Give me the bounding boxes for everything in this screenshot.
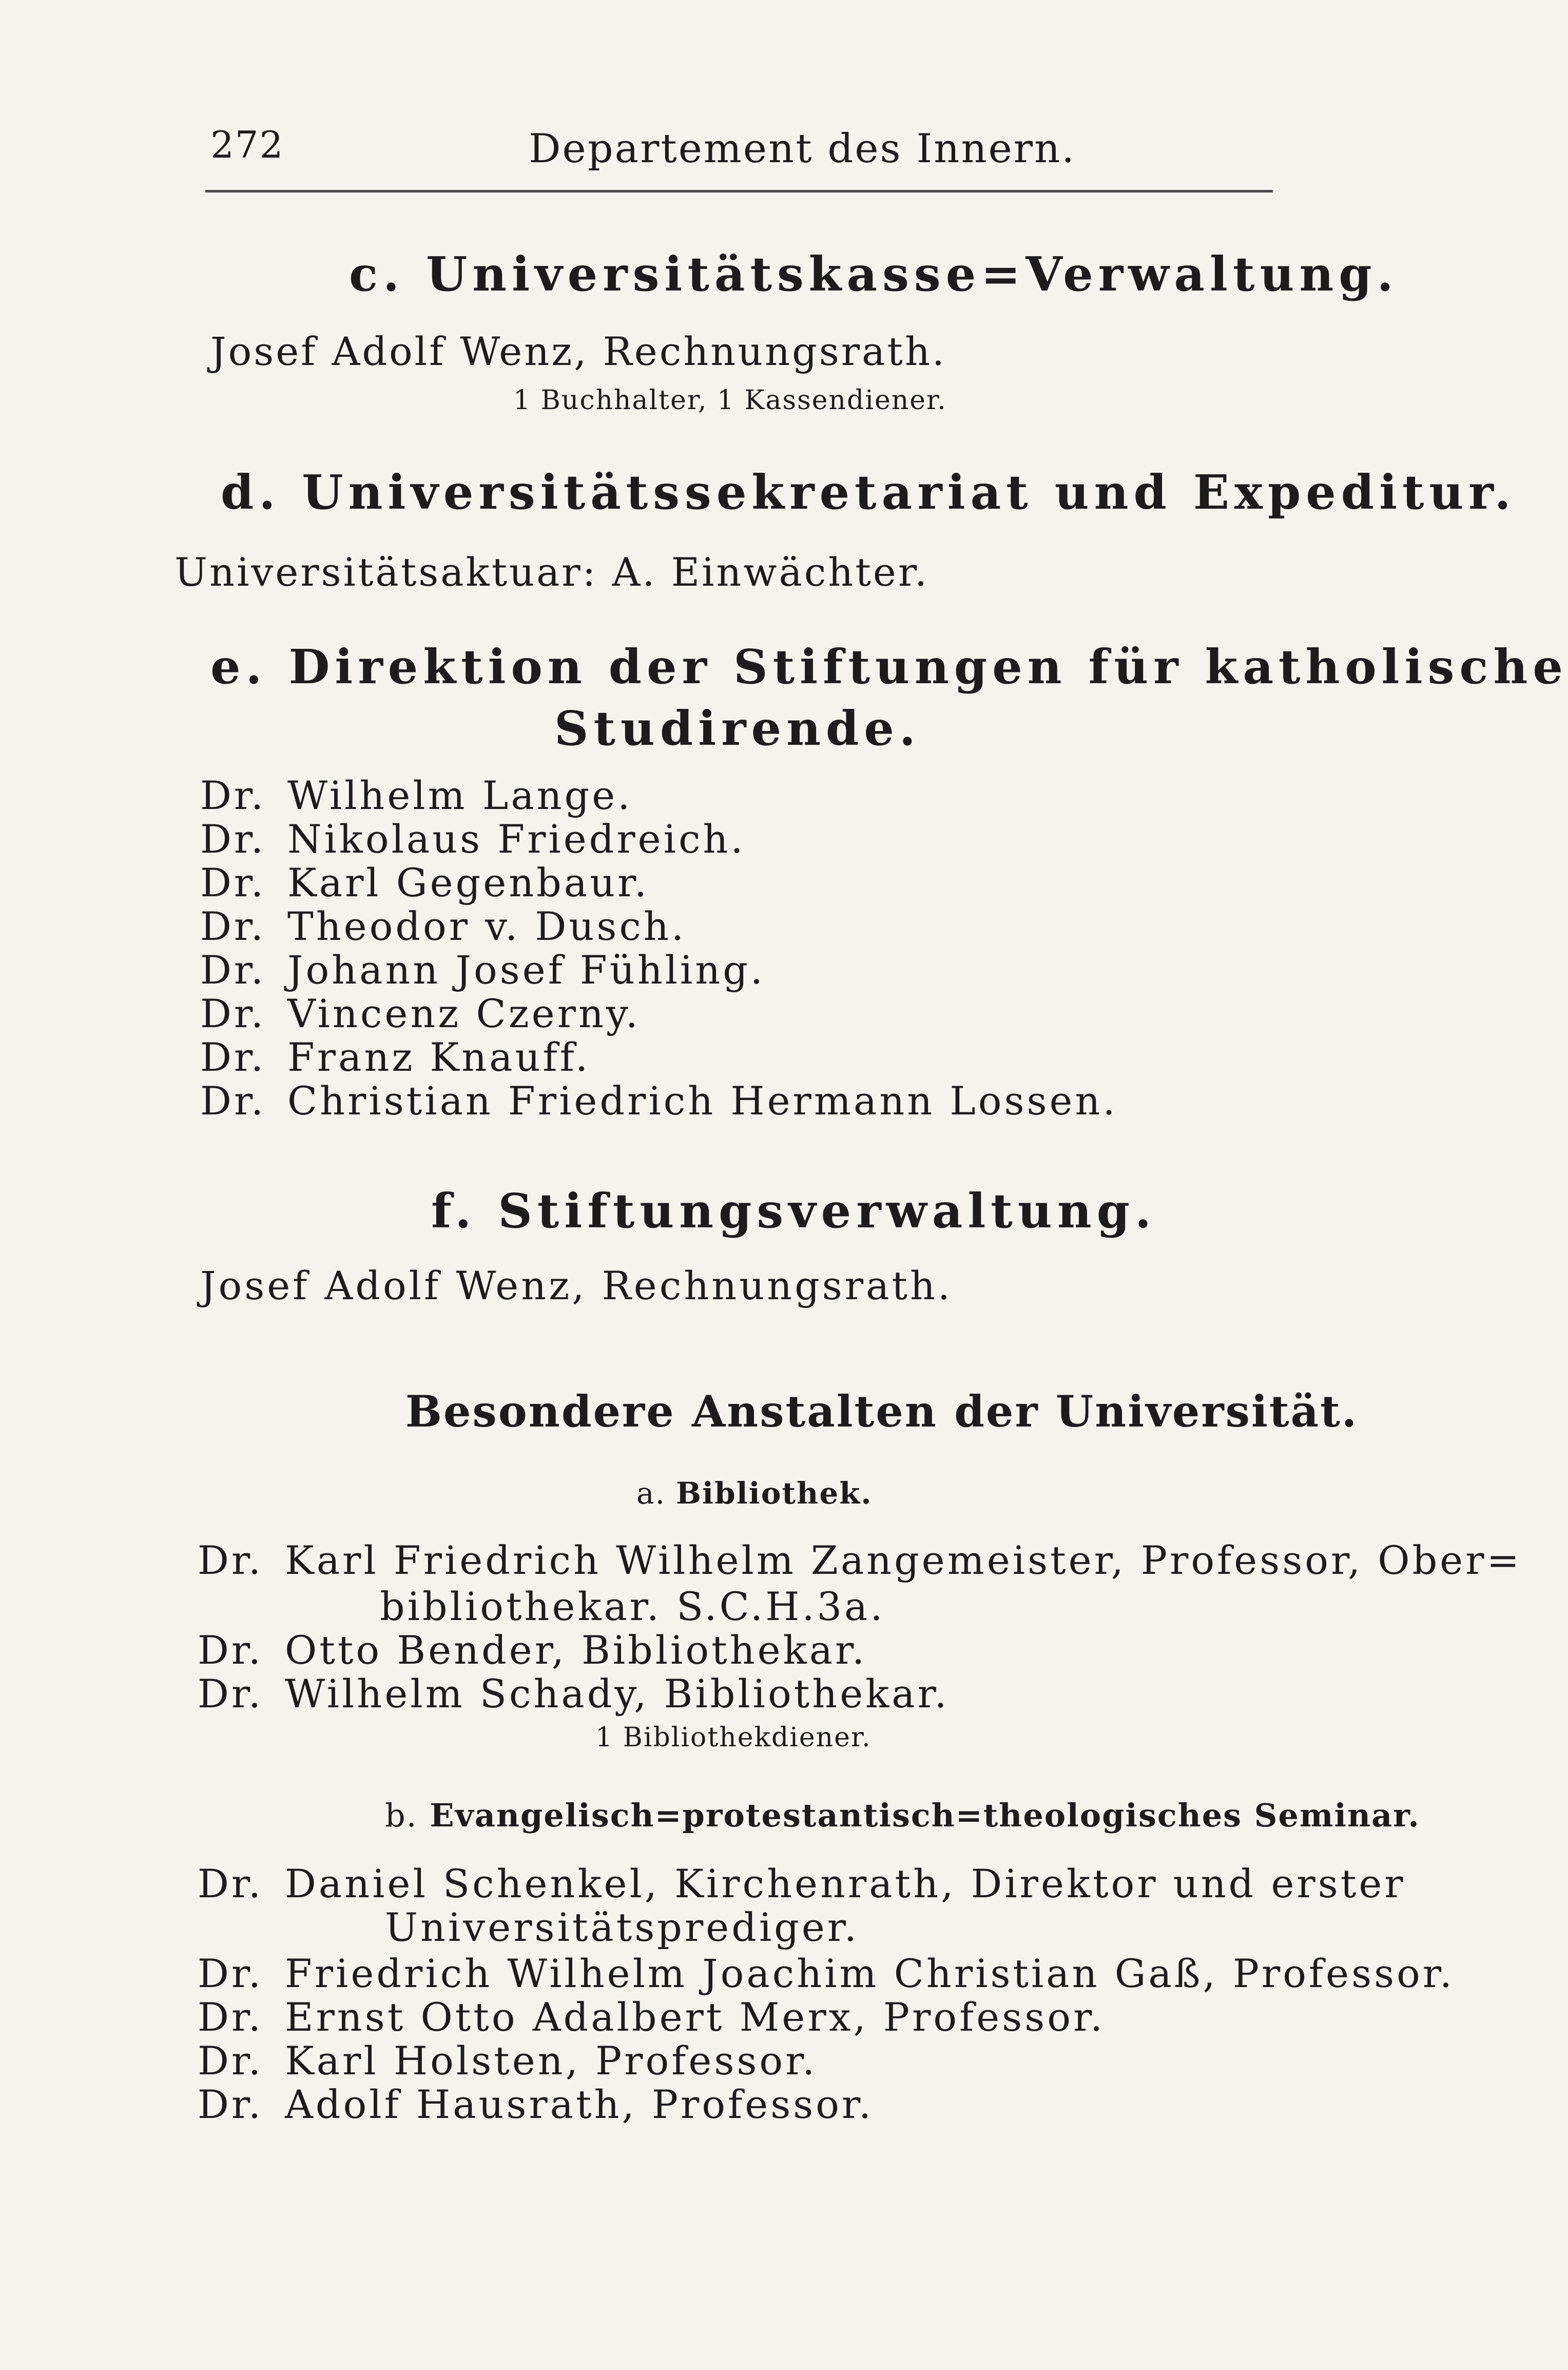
section-f-heading: f. Stiftungsverwaltung.	[431, 1183, 1157, 1239]
section-e-heading-line2: Studirende.	[554, 701, 921, 756]
bibliothek-heading: a. Bibliothek.	[636, 1476, 873, 1511]
list-item: Dr. Karl Friedrich Wilhelm Zangemeister, Professor, Ober=	[198, 1537, 1522, 1583]
section-e-heading-line1: e. Direktion der Stiftungen für katholische	[210, 639, 1568, 695]
list-item-continuation: bibliothekar. S.C.H.3a.	[380, 1584, 885, 1629]
page-number: 272	[210, 123, 284, 166]
list-item: Dr. Christian Friedrich Hermann Lossen.	[200, 1078, 1118, 1124]
section-c-line1: Josef Adolf Wenz, Rechnungsrath.	[210, 329, 947, 374]
list-item: Dr. Otto Bender, Bibliothekar.	[198, 1627, 867, 1673]
list-item: Dr. Adolf Hausrath, Professor.	[198, 2082, 874, 2127]
list-item: Dr. Nikolaus Friedreich.	[200, 816, 746, 862]
header-rule	[205, 190, 1273, 192]
list-item: Dr. Ernst Otto Adalbert Merx, Professor.	[198, 1994, 1106, 2040]
section-c-heading: c. Universitätskasse=Verwaltung.	[349, 246, 1399, 302]
besondere-heading: Besondere Anstalten der Universität.	[405, 1386, 1359, 1437]
section-f-line1: Josef Adolf Wenz, Rechnungsrath.	[200, 1263, 953, 1308]
list-item: Dr. Wilhelm Schady, Bibliothekar.	[198, 1671, 950, 1717]
list-item: Dr. Friedrich Wilhelm Joachim Christian Gaß, Professor.	[198, 1951, 1455, 1996]
section-c-line2: 1 Buchhalter, 1 Kassendiener.	[513, 385, 947, 416]
list-item: Dr. Karl Gegenbaur.	[200, 860, 650, 905]
running-title: Departement des Innern.	[529, 126, 1076, 172]
list-item: Dr. Theodor v. Dusch.	[200, 903, 687, 949]
list-item: Dr. Vincenz Czerny.	[200, 991, 641, 1036]
seminar-heading: b. Evangelisch=protestantisch=theologisches Seminar.	[385, 1797, 1420, 1834]
list-item: Dr. Karl Holsten, Professor.	[198, 2038, 818, 2084]
list-item: Dr. Daniel Schenkel, Kirchenrath, Direktor und erster	[198, 1861, 1406, 1906]
section-d-heading: d. Universitätssekretariat und Expeditur.	[221, 465, 1516, 520]
list-item: Dr. Franz Knauff.	[200, 1034, 591, 1080]
bibliothek-note: 1 Bibliothekdiener.	[595, 1722, 872, 1753]
list-item-continuation: Universitätsprediger.	[385, 1904, 859, 1950]
list-item: Dr. Johann Josef Fühling.	[200, 947, 766, 993]
section-d-line1: Universitätsaktuar: A. Einwächter.	[175, 549, 929, 595]
list-item: Dr. Wilhelm Lange.	[200, 773, 633, 818]
